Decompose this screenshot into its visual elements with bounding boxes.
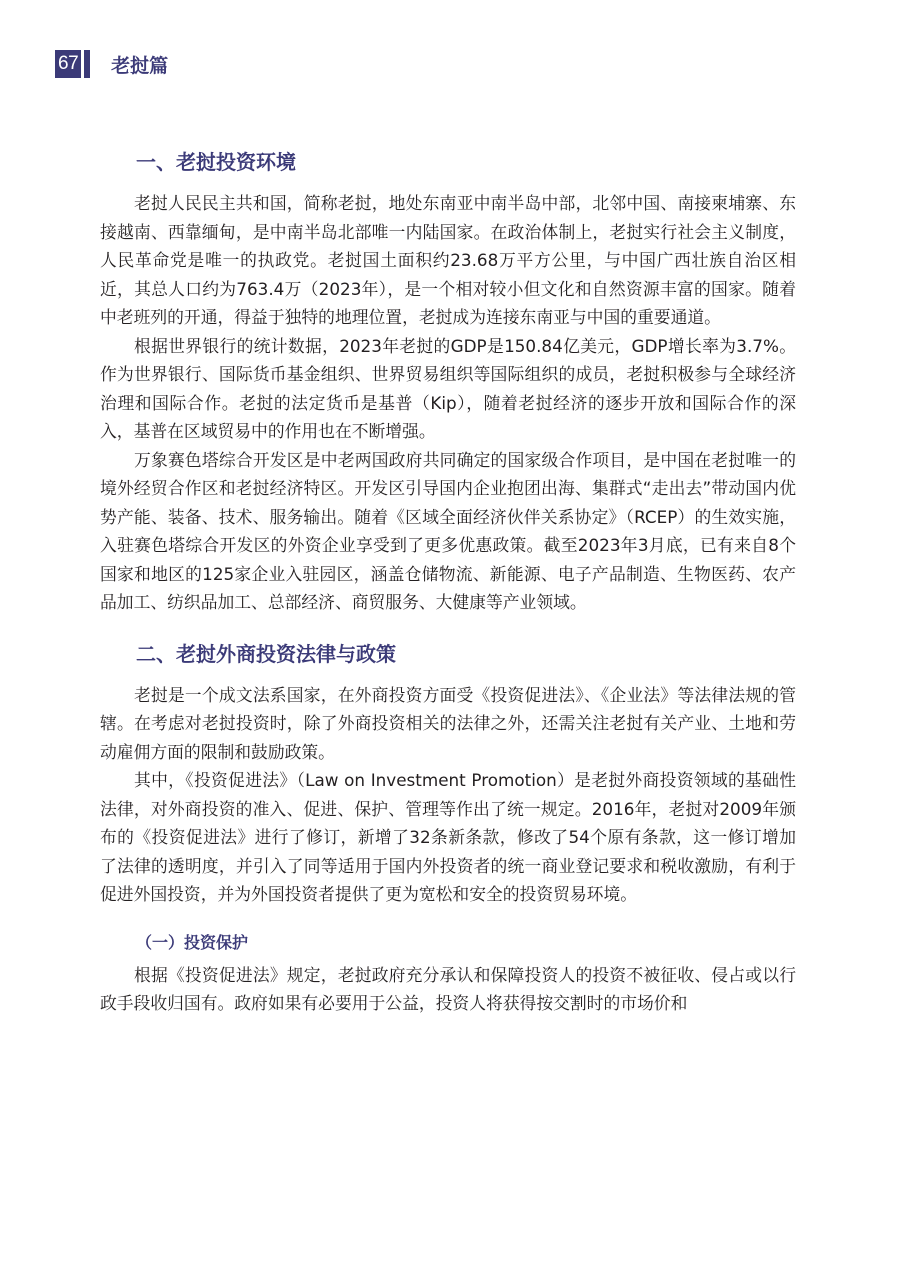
section-heading-investment-environment: 一、老挝投资环境 [136,150,296,174]
page-number: 67 [55,50,81,78]
paragraph: 老挝是一个成文法系国家，在外商投资方面受《投资促进法》、《企业法》等法律法规的管辖。在考虑对老挝投资时，除了外商投资相关的法律之外，还需关注老挝有关产业、土地和劳动雇佣方面的限制和鼓励政策。 [100,684,796,762]
header-bar-decoration [84,50,90,78]
paragraph: 老挝人民民主共和国，简称老挝，地处东南亚中南半岛中部，北邻中国、南接柬埔寨、东接越南、西靠缅甸，是中南半岛北部唯一内陆国家。在政治体制上，老挝实行社会主义制度，人民革命党是唯一的执政党。老挝国土面积约23.68万平方公里，与中国广西壮族自治区相近，其总人口约为763.4万（2023年），是一个相对较小但文化和自然资源丰富的国家。随着中老班列的开通，得益于独特的地理位置，老挝成为连接东南亚与中国的重要通道。 [100,193,796,327]
paragraph: 根据《投资促进法》规定，老挝政府充分承认和保障投资人的投资不被征收、侵占或以行政手段收归国有。政府如果有必要用于公益，投资人将获得按交割时的市场价和 [100,964,796,1013]
chapter-title: 老挝篇 [111,54,169,77]
page-body [100,147,796,1018]
page-header [55,50,168,78]
paragraph: 根据世界银行的统计数据，2023年老挝的GDP是150.84亿美元，GDP增长率为3.7%。作为世界银行、国际货币基金组织、世界贸易组织等国际组织的成员，老挝积极参与全球经济治理和国际合作。老挝的法定货币是基普（Kip），随着老挝经济的逐步开放和国际合作的深入，基普在区域贸易中的作用也在不断增强。 [100,335,796,441]
paragraph: 万象赛色塔综合开发区是中老两国政府共同确定的国家级合作项目，是中国在老挝唯一的境外经贸合作区和老挝经济特区。开发区引导国内企业抱团出海、集群式“走出去”带动国内优势产能、装备、技术、服务输出。随着《区域全面经济伙伴关系协定》（RCEP）的生效实施，入驻赛色塔综合开发区的外资企业享受到了更多优惠政策。截至2023年3月底，已有来自8个国家和地区的125家企业入驻园区，涵盖仓储物流、新能源、电子产品制造、生物医药、农产品加工、纺织品加工、总部经济、商贸服务、大健康等产业领域。 [100,449,796,612]
paragraph: 其中，《投资促进法》（Law on Investment Promotion）是老挝外商投资领域的基础性法律，对外商投资的准入、促进、保护、管理等作出了统一规定。2016年，老挝对2009年颁布的《投资促进法》进行了修订，新增了32条新条款，修改了54个原有条款，这一修订增加了法律的透明度，并引入了同等适用于国内外投资者的统一商业登记要求和税收激励，有利于促进外国投资，并为外国投资者提供了更为宽松和安全的投资贸易环境。 [100,770,796,904]
subsection-heading-investment-protection: （一）投资保护 [136,932,249,952]
section-heading-laws-and-policies: 二、老挝外商投资法律与政策 [136,641,396,666]
